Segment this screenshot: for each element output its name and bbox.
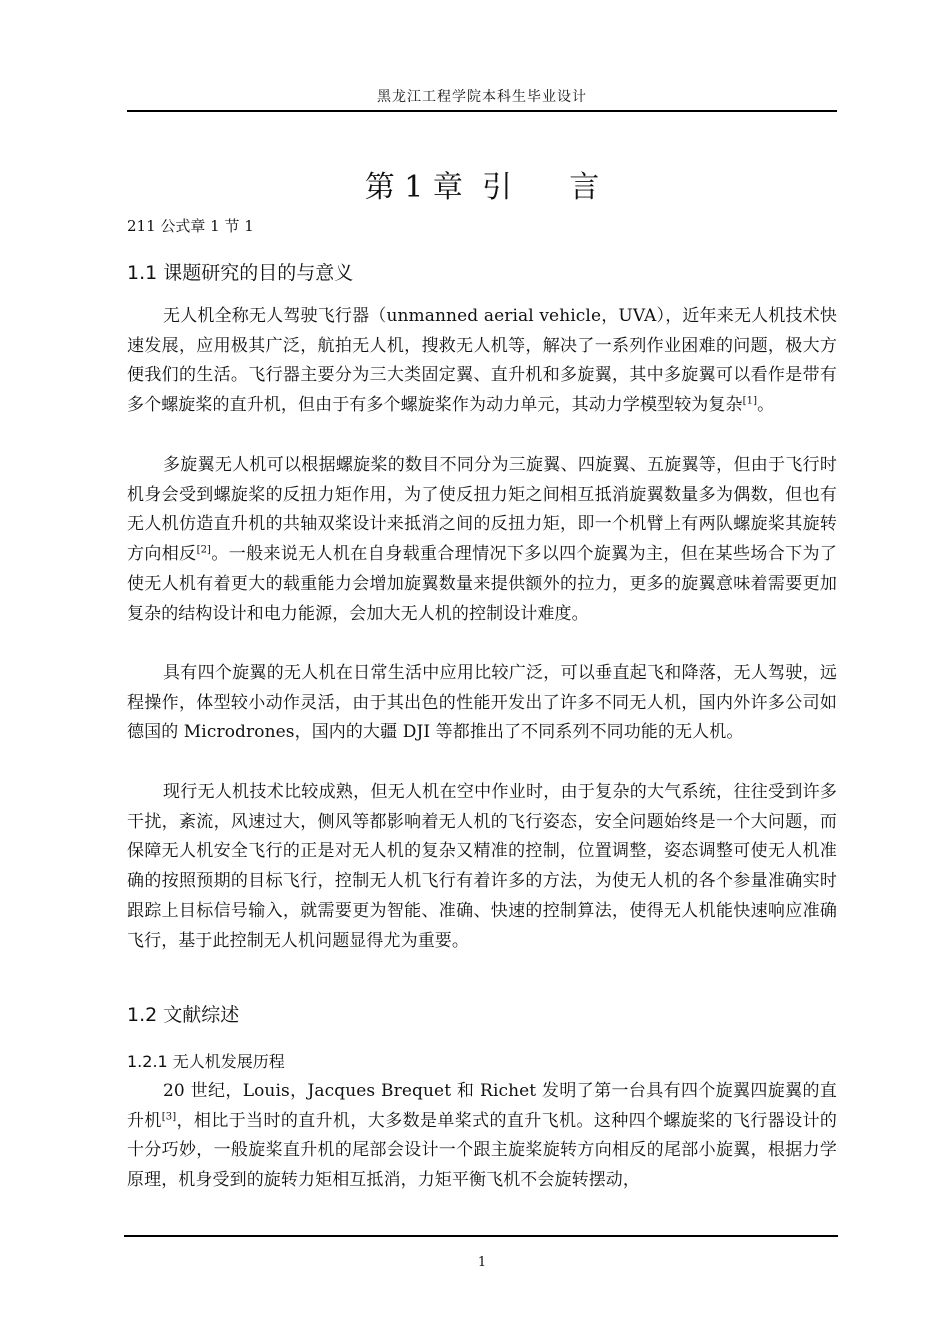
paragraph-text: 20 世纪，Louis，Jacques Brequet 和 Richet 发明了第一台具有四个旋翼四旋翼的直升机: [127, 1081, 837, 1131]
citation: [3]: [161, 1111, 177, 1123]
paragraph: [127, 302, 837, 421]
section-heading-1-1: 1.1 课题研究的目的与意义: [127, 262, 354, 284]
citation: [1]: [742, 395, 758, 407]
paragraph-text: 现行无人机技术比较成熟，但无人机在空中作业时，由于复杂的大气系统，往往受到许多干扰，紊流，风速过大，侧风等都影响着无人机的飞行姿态，安全问题始终是一个大问题，而保障无人机安全飞行的正是对无人机的复杂又精准的控制，位置调整，姿态调整可使无人机准确的按照预期的目标飞行，控制无人机飞行有着许多的方法，为使无人机的各个参量准确实时跟踪上目标信号输入，就需要更为智能、准确、快速的控制算法，使得无人机能快速响应准确飞行，基于此控制无人机问题显得尤为重要。: [127, 782, 837, 951]
citation: [2]: [196, 544, 212, 556]
header-rule: [127, 110, 837, 112]
paragraph-text: 。: [757, 395, 775, 416]
paragraph: [127, 451, 837, 629]
chapter-title: 第 1 章 引 言: [364, 170, 600, 205]
paragraph-text: 无人机全称无人驾驶飞行器（unmanned aerial vehicle，UVA），近年来无人机技术快速发展，应用极其广泛，航拍无人机，搜救无人机等，解决了一系列作业困难的问题，极大方便我们的生活。飞行器主要分为三大类固定翼、直升机和多旋翼，其中多旋翼可以看作是带有多个螺旋桨的直升机，但由于有多个螺旋桨作为动力单元，其动力学模型较为复杂: [127, 306, 837, 416]
paragraph: [127, 1077, 837, 1196]
section-heading-1-2: 1.2 文献综述: [127, 1004, 240, 1026]
running-header: 黑龙江工程学院本科生毕业设计: [377, 89, 587, 105]
paragraph-text: 具有四个旋翼的无人机在日常生活中应用比较广泛，可以垂直起飞和降落，无人驾驶，远程操作，体型较小动作灵活，由于其出色的性能开发出了许多不同无人机，国内外许多公司如德国的 Microdrones，国内的大疆 DJI 等都推出了不同系列不同功能的无人机。: [127, 663, 837, 743]
page-number: 1: [477, 1255, 487, 1270]
paragraph: [127, 778, 837, 956]
footer-rule: [124, 1235, 838, 1237]
subsection-heading-1-2-1: 1.2.1 无人机发展历程: [127, 1052, 285, 1071]
field-code-text: 211 公式章 1 节 1: [127, 217, 254, 235]
paragraph-text: ，相比于当时的直升机，大多数是单桨式的直升飞机。这种四个螺旋桨的飞行器设计的十分巧妙，一般旋桨直升机的尾部会设计一个跟主旋桨旋转方向相反的尾部小旋翼，根据力学原理，机身受到的旋转力矩相互抵消，力矩平衡飞机不会旋转摆动，: [127, 1110, 837, 1191]
paragraph-text: 多旋翼无人机可以根据螺旋桨的数目不同分为三旋翼、四旋翼、五旋翼等，但由于飞行时机身会受到螺旋桨的反扭力矩作用，为了使反扭力矩之间相互抵消旋翼数量多为偶数，但也有无人机仿造直升机的共轴双桨设计来抵消之间的反扭力矩，即一个机臂上有两队螺旋桨其旋转方向相反: [127, 455, 837, 565]
paragraph-text: 。一般来说无人机在自身载重合理情况下多以四个旋翼为主，但在某些场合下为了使无人机有着更大的载重能力会增加旋翼数量来提供额外的拉力，更多的旋翼意味着需要更加复杂的结构设计和电力能源，会加大无人机的控制设计难度。: [127, 544, 837, 624]
paragraph: [127, 659, 837, 748]
